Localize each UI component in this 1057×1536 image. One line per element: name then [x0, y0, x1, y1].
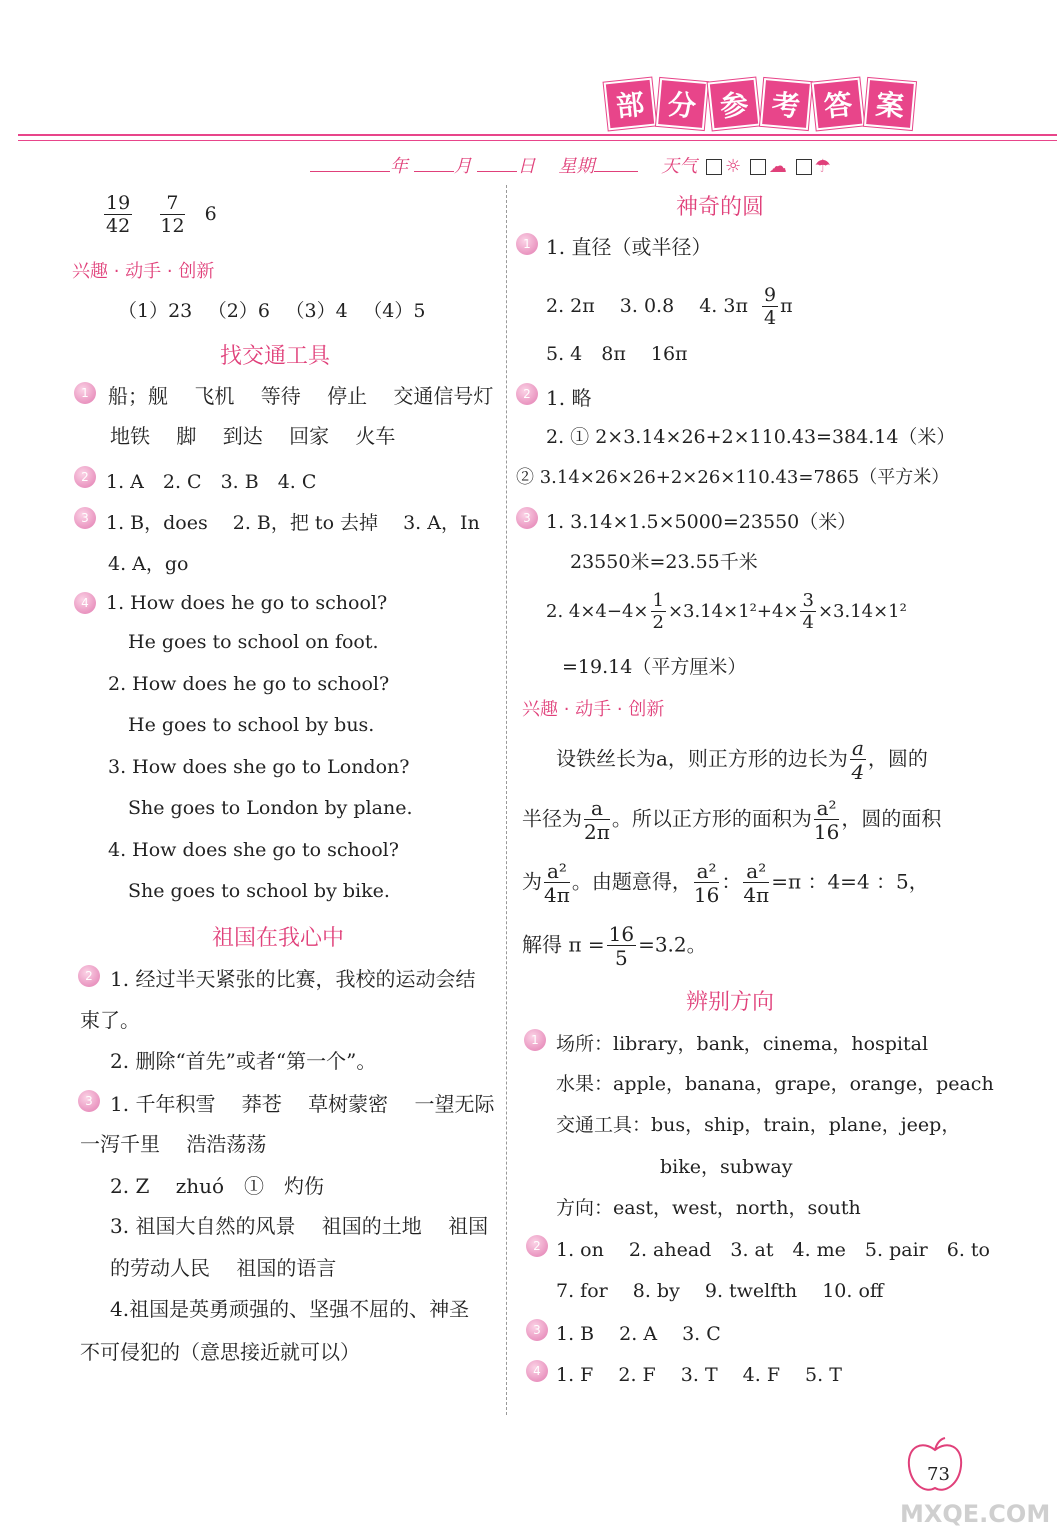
answer-line: 交通工具：bus，ship，train，plane，jeep，: [556, 1114, 961, 1136]
weather-cloudy-checkbox: [750, 159, 766, 175]
frac-num: 3: [802, 590, 814, 611]
day-blank: [477, 171, 517, 172]
answer-line: 4. A，go: [108, 553, 189, 575]
frac-num: a: [851, 736, 864, 760]
weather-rain-checkbox: [796, 159, 812, 175]
answer-line: She goes to London by plane.: [128, 797, 413, 819]
answer-line: 1. 千年积雪 莽苍 草树蒙密 一望无际: [110, 1092, 495, 1116]
answer-line: 2. 删除“首先”或者“第一个”。: [110, 1049, 377, 1073]
cloud-icon: ☁: [768, 156, 787, 177]
column-divider: [506, 185, 507, 1415]
answer-text: ，圆的: [867, 746, 928, 771]
section-heading: 找交通工具: [220, 344, 331, 369]
subheading: 兴趣 · 动手 · 创新: [522, 699, 665, 720]
frac-num: a²: [694, 861, 719, 883]
number-badge-icon: 1: [516, 233, 538, 255]
header-rule: [18, 134, 1057, 136]
title-char: 考: [760, 78, 812, 130]
year-blank: [310, 171, 390, 172]
answer-line: 场所：library，bank，cinema，hospital: [556, 1033, 929, 1055]
answer-line: （1）23 （2）6 （3）4 （4）5: [118, 300, 426, 322]
answer-text: 。由题意得，: [571, 869, 692, 894]
frac-den: 4: [851, 760, 865, 784]
answer-line: 3. 祖国大自然的风景 祖国的土地 祖国: [110, 1214, 489, 1238]
frac-den: 16: [813, 820, 840, 844]
answer-line: 1. on 2. ahead 3. at 4. me 5. pair 6. to: [556, 1239, 990, 1261]
frac-num: a²: [544, 861, 570, 883]
answer-line: 1. 经过半天紧张的比赛，我校的运动会结: [110, 967, 476, 991]
number-badge-icon: 2: [78, 965, 100, 987]
title-char: 部: [604, 78, 657, 131]
weather-sunny-checkbox: [706, 159, 722, 175]
answer-line: 5. 4 8π 16π: [546, 343, 688, 365]
number-badge-icon: 4: [74, 592, 96, 614]
title-char: 分: [656, 78, 708, 130]
week-blank: [594, 171, 638, 172]
month-label: 月: [453, 156, 472, 177]
answer-text: 2. 2π 3. 0.8 4. 3π: [546, 295, 748, 317]
answer-line: [522, 924, 707, 968]
section-heading: 祖国在我心中: [212, 926, 345, 951]
answer-line: =19.14（平方厘米）: [562, 656, 747, 678]
answer-text: ，圆的面积: [841, 806, 942, 831]
answer-line: 4. How does she go to school?: [108, 839, 399, 861]
answer-text: 为: [522, 869, 542, 894]
answer-line: 方向：east，west，north，south: [556, 1197, 861, 1219]
frac-den: 5: [614, 946, 628, 970]
answer-line: 一泻千里 浩浩荡荡: [80, 1132, 267, 1156]
value-text: 6: [204, 203, 217, 225]
frac-num: 19: [106, 192, 131, 214]
answer-text: 。所以正方形的面积为: [611, 806, 812, 831]
answer-line: 23550米=23.55千米: [570, 551, 758, 573]
day-label: 日: [517, 156, 536, 177]
answer-text: 解得 π =: [522, 932, 605, 957]
title-char: 参: [708, 78, 761, 131]
frac-den: 16: [693, 883, 720, 907]
number-badge-icon: 3: [516, 507, 538, 529]
number-badge-icon: 2: [74, 466, 96, 488]
number-badge-icon: 2: [526, 1235, 548, 1257]
number-badge-icon: 3: [526, 1319, 548, 1341]
number-badge-icon: 3: [78, 1090, 100, 1112]
answer-line: [546, 592, 907, 632]
frac-num: a²: [814, 798, 839, 820]
answer-line: ② 3.14×26×26+2×26×110.43=7865（平方米）: [516, 467, 950, 488]
answer-line: 3. How does she go to London?: [108, 756, 410, 778]
month-blank: [414, 171, 454, 172]
answer-line: 地铁 脚 到达 回家 火车: [110, 424, 396, 448]
watermark: MXQE.COM: [900, 1500, 1051, 1528]
answer-line: 1. B 2. A 3. C: [556, 1323, 721, 1345]
frac-num: 9: [764, 284, 777, 306]
sun-icon: ☼: [724, 156, 742, 177]
answer-text: 设铁丝长为a，则正方形的边长为: [556, 746, 848, 771]
answer-line: 4.祖国是英勇顽强的、坚强不屈的、神圣: [110, 1297, 470, 1321]
frac-num: 1: [652, 590, 664, 611]
answer-line: 的劳动人民 祖国的语言: [110, 1256, 337, 1280]
answer-line: 束了。: [80, 1008, 140, 1032]
answer-line: 2. ① 2×3.14×26+2×110.43=384.14（米）: [546, 426, 956, 448]
answer-line: [522, 861, 929, 905]
number-badge-icon: 3: [74, 507, 96, 529]
page-title: [606, 80, 914, 128]
answer-line: 7. for 8. by 9. twelfth 10. off: [556, 1280, 884, 1302]
week-label: 星期: [558, 156, 595, 177]
page-number: 73: [927, 1464, 950, 1485]
year-label: 年: [390, 156, 408, 177]
answer-line: 1. A 2. C 3. B 4. C: [106, 471, 317, 493]
answer-line: [522, 798, 941, 842]
top-fractions: [102, 194, 217, 236]
answer-line: He goes to school on foot.: [128, 631, 379, 653]
frac-den: 4: [764, 307, 777, 329]
frac-num: a: [584, 798, 610, 820]
frac-den: 4π: [544, 883, 570, 907]
answer-line: [546, 286, 793, 328]
answer-text: 半径为: [522, 806, 582, 831]
answer-text: 2. 4×4−4×: [546, 601, 649, 622]
frac-den: 4: [802, 612, 814, 633]
subheading: 兴趣 · 动手 · 创新: [72, 261, 215, 282]
answer-text: ×3.14×1²+4×: [667, 601, 799, 622]
number-badge-icon: 4: [526, 1360, 548, 1382]
frac-den: 4π: [743, 883, 770, 907]
weather-label: 天气: [661, 156, 698, 177]
frac-den: 2π: [584, 820, 610, 844]
answer-line: 1. F 2. F 3. T 4. F 5. T: [556, 1364, 842, 1386]
answer-line: [556, 738, 928, 782]
answer-line: 船；舰 飞机 等待 停止 交通信号灯: [108, 384, 494, 408]
answer-text: ×3.14×1²: [817, 601, 907, 622]
frac-num: a²: [743, 861, 769, 883]
answer-line: 2. Z zhuó ① 灼伤: [110, 1174, 325, 1198]
section-heading: 神奇的圆: [676, 195, 765, 220]
number-badge-icon: 1: [74, 382, 96, 404]
title-char: 案: [864, 78, 916, 130]
answer-line: 1. 3.14×1.5×5000=23550（米）: [546, 511, 857, 533]
number-badge-icon: 1: [524, 1029, 546, 1051]
number-badge-icon: 2: [516, 383, 538, 405]
answer-line: 2. How does he go to school?: [108, 673, 390, 695]
answer-line: 1. 直径（或半径）: [546, 235, 712, 259]
answer-line: 水果：apple，banana，grape，orange，peach: [556, 1073, 994, 1095]
answer-line: She goes to school by bike.: [128, 880, 390, 902]
rain-icon: ☂: [814, 156, 831, 177]
header-rule-thin: [18, 140, 1057, 141]
answer-text: ：: [721, 869, 742, 894]
answer-line: 1. B，does 2. B，把 to 去掉 3. A，In: [106, 512, 480, 534]
answer-line: bike，subway: [660, 1156, 793, 1178]
frac-num: 16: [608, 922, 635, 946]
frac-den: 12: [160, 215, 185, 237]
answer-line: He goes to school by bus.: [128, 714, 375, 736]
frac-den: 2: [652, 612, 664, 633]
answer-line: 不可侵犯的（意思接近就可以）: [80, 1340, 360, 1364]
frac-num: 7: [160, 194, 184, 215]
title-char: 答: [812, 78, 865, 131]
answer-text: =3.2。: [638, 932, 707, 957]
answer-line: 1. How does he go to school?: [106, 592, 388, 614]
date-line: [310, 152, 831, 178]
answer-text: =π ：4=4 ：5，: [771, 869, 929, 894]
section-heading: 辨别方向: [686, 990, 775, 1015]
answer-text: π: [780, 295, 793, 317]
frac-den: 42: [106, 215, 131, 237]
answer-line: 1. 略: [546, 386, 592, 410]
